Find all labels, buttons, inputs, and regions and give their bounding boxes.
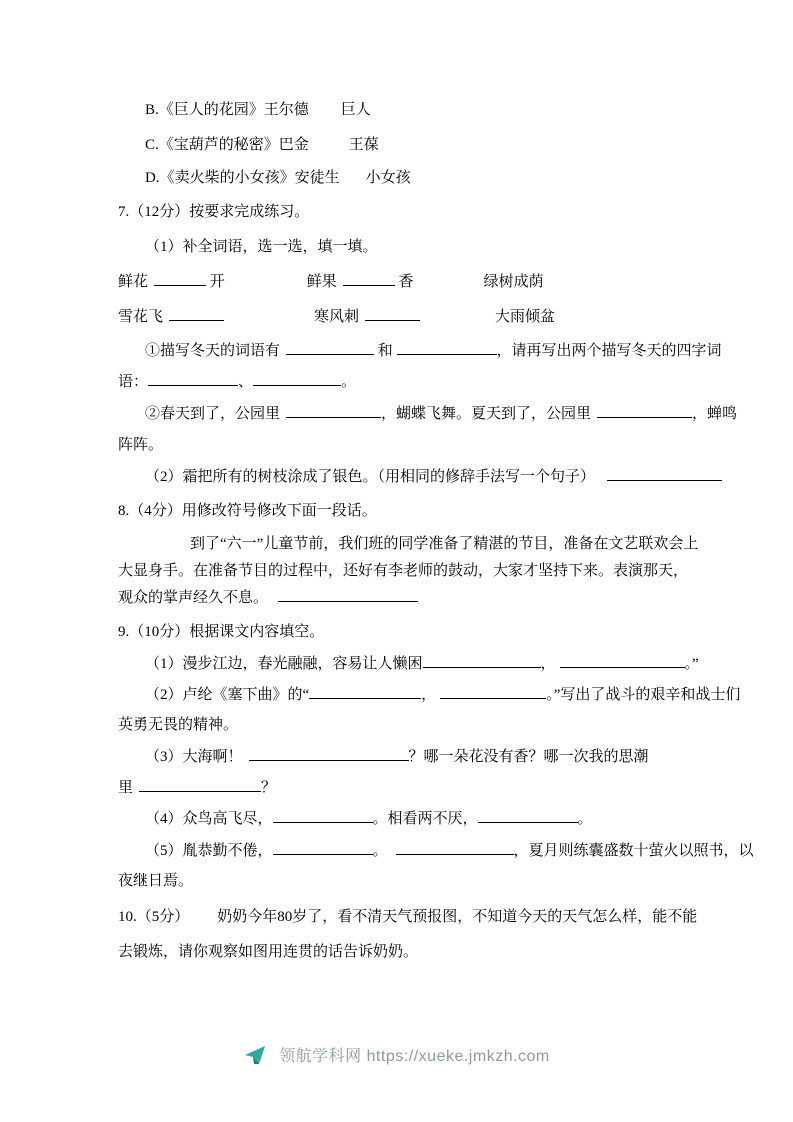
text-segment: 巨人	[340, 102, 371, 118]
q9-2	[118, 679, 741, 711]
text-segment: 寒风刺	[314, 309, 360, 325]
text-segment: （4）众鸟高飞尽，	[145, 811, 273, 827]
spacer	[309, 148, 349, 149]
q9-4	[118, 803, 698, 835]
text-segment: ，请再写出两个描写冬天的四字词	[496, 343, 722, 359]
q10-header	[118, 901, 698, 933]
q8-header	[118, 495, 698, 527]
answer-blank	[607, 470, 722, 481]
q7-1-header	[118, 231, 698, 263]
answer-blank	[560, 657, 685, 668]
text-segment: 10.（5分）	[118, 909, 190, 925]
spacer	[388, 854, 396, 855]
text-segment: B.《巨人的花园》王尔德	[145, 102, 309, 118]
q10-cont	[118, 936, 698, 968]
text-segment: ，	[421, 687, 437, 703]
spacer	[420, 320, 495, 321]
option-b	[118, 94, 698, 126]
answer-blank	[253, 375, 341, 386]
text-segment: 开	[206, 274, 225, 290]
text-segment: ，夏月则练囊盛数十萤火以照书，以	[513, 843, 754, 859]
text-segment: 里	[118, 780, 134, 796]
text-segment: ，	[540, 656, 556, 672]
q7-1-item2-cont	[118, 429, 698, 461]
text-segment: （5）胤恭勤不倦，	[145, 843, 273, 859]
answer-blank	[273, 844, 373, 855]
answer-blank	[286, 344, 374, 355]
q7-word-row-2	[118, 301, 698, 333]
spacer	[340, 181, 366, 182]
text-segment: ？	[261, 780, 277, 796]
footer-watermark	[0, 1043, 793, 1072]
q7-word-row-1	[118, 266, 698, 298]
text-segment: 。”写出了战斗的艰辛和战士们	[546, 687, 741, 703]
text-segment: 鲜果	[306, 274, 337, 290]
answer-blank	[154, 275, 206, 286]
option-d	[118, 162, 698, 194]
text-segment: 大显身手。在准备节目的过程中，还好有李老师的鼓动，大家才坚持下来。表演那天，	[118, 563, 689, 579]
answer-blank	[273, 812, 373, 823]
answer-blank	[286, 407, 381, 418]
q9-3	[118, 741, 698, 773]
text-segment: ②春天到了，公园里	[145, 406, 281, 422]
text-segment: （1）漫步江边，春光融融，容易让人懒困	[145, 656, 423, 672]
q9-2-cont	[118, 709, 698, 741]
text-segment: 香	[394, 274, 414, 290]
q9-header	[118, 616, 698, 648]
answer-blank	[365, 310, 420, 321]
text-segment: 语：	[118, 374, 149, 390]
q7-2	[118, 461, 698, 493]
text-segment: 。”	[684, 656, 699, 672]
text-segment: 绿树成荫	[483, 274, 544, 290]
answer-blank	[278, 591, 418, 602]
answer-blank	[343, 275, 395, 286]
text-segment: 鲜花	[118, 274, 149, 290]
answer-blank	[396, 844, 514, 855]
text-segment: 奶奶今年80岁了，看不清天气预报图，不知道今天的天气怎么样，能不能	[217, 909, 698, 925]
answer-blank	[478, 812, 578, 823]
q7-1-item1	[118, 335, 722, 367]
q9-5	[118, 835, 754, 867]
text-segment: 英勇无畏的精神。	[118, 717, 239, 733]
spacer	[224, 320, 314, 321]
text-segment: 小女孩	[365, 170, 411, 186]
site-name: 领航学科网	[279, 1048, 362, 1065]
spacer	[414, 285, 484, 286]
text-segment: （1）补全词语，选一选，填一填。	[145, 239, 378, 255]
q9-5-cont	[118, 865, 698, 897]
text-segment: C.《宝葫芦的秘密》巴金	[145, 137, 309, 153]
text-segment: ①描写冬天的词语有	[145, 343, 281, 359]
answer-blank	[440, 688, 546, 699]
answer-blank	[423, 657, 541, 668]
text-segment: 。	[341, 374, 357, 390]
text-segment: D.《卖火柴的小女孩》安徒生	[145, 170, 340, 186]
text-segment: ，蝴蝶飞舞。夏天到了，公园里	[381, 406, 592, 422]
option-c	[118, 129, 698, 161]
text-segment: 观众的掌声经久不息。	[118, 590, 269, 606]
text-segment: 、	[238, 374, 254, 390]
site-url[interactable]: https://xueke.jmkzh.com	[366, 1048, 550, 1065]
spacer	[595, 480, 607, 481]
spacer	[268, 601, 278, 602]
text-segment: 。	[577, 811, 593, 827]
text-segment: 阵阵。	[118, 437, 164, 453]
spacer	[189, 920, 217, 921]
text-segment: 王葆	[348, 137, 379, 153]
site-logo-icon	[243, 1043, 267, 1072]
text-segment: （2）霜把所有的树枝涂成了银色。（用相同的修辞手法写一个句子）	[145, 469, 596, 485]
q7-1-item1-cont	[118, 366, 698, 398]
text-segment: 去锻炼，请你观察如图用连贯的话告诉奶奶。	[118, 944, 419, 960]
spacer	[309, 113, 341, 114]
answer-blank	[309, 688, 421, 699]
text-segment: 。	[372, 843, 388, 859]
q7-header	[118, 196, 698, 228]
q9-3-cont	[118, 772, 698, 804]
answer-blank	[397, 344, 497, 355]
text-segment: 7.（12分）按要求完成练习。	[118, 204, 310, 220]
text-segment: 9.（10分）根据课文内容填空。	[118, 624, 325, 640]
q7-1-item2	[118, 398, 738, 430]
text-segment: 雪花飞	[118, 309, 164, 325]
text-segment: 夜继日焉。	[118, 873, 194, 889]
answer-blank	[597, 407, 692, 418]
q9-1	[118, 648, 698, 680]
text-segment: 到了“六一”儿童节前，我们班的同学准备了精湛的节目，准备在文艺联欢会上	[190, 536, 699, 552]
answer-blank	[148, 375, 238, 386]
answer-blank	[249, 750, 409, 761]
spacer	[225, 285, 307, 286]
text-segment: 和	[374, 343, 397, 359]
text-segment: 。相看两不厌，	[372, 811, 478, 827]
answer-blank	[139, 781, 261, 792]
text-segment: （2）卢纶《塞下曲》的“	[145, 687, 310, 703]
text-segment: 8.（4分）用修改符号修改下面一段话。	[118, 503, 377, 519]
answer-blank	[169, 310, 224, 321]
text-segment: ，蝉鸣	[692, 406, 738, 422]
text-segment: （3）大海啊！	[145, 749, 243, 765]
text-segment: 大雨倾盆	[495, 309, 556, 325]
text-segment: ？哪一朵花没有香？哪一次我的思潮	[408, 749, 649, 765]
